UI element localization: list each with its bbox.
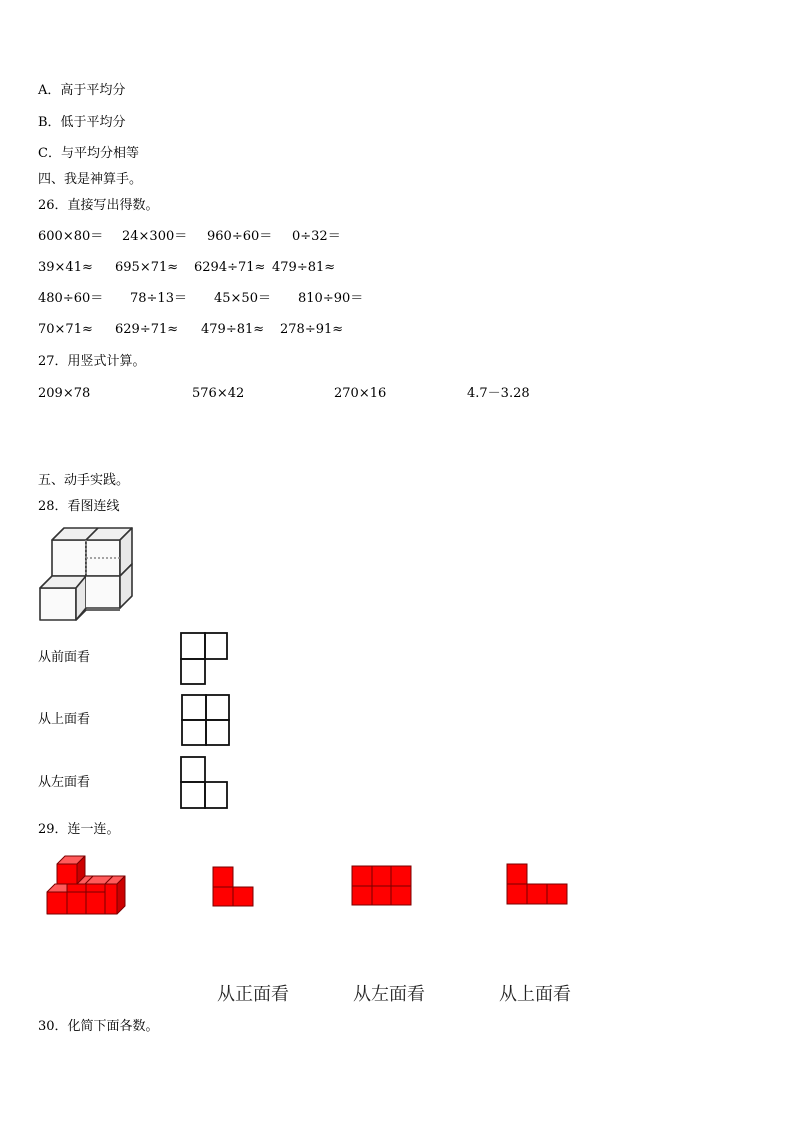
q26-r1-c1: 600×80＝: [38, 229, 104, 244]
q28-label-top: 从上面看: [38, 712, 91, 727]
q29-view-shape-3[interactable]: [506, 863, 570, 907]
q28-view-option-3[interactable]: [180, 756, 230, 810]
q26-r4-c3: 479÷81≈: [201, 322, 265, 337]
q28-view-option-1[interactable]: [180, 632, 230, 686]
q30-title: 30．化简下面各数。: [38, 1019, 159, 1034]
q26-r3-c4: 810÷90＝: [298, 291, 364, 306]
q29-view-label-left: 从左面看: [353, 984, 425, 1005]
q27-item-1: 209×78: [38, 386, 91, 401]
q29-red-solid: [45, 854, 125, 916]
q28-label-front: 从前面看: [38, 650, 91, 665]
q29-view-shape-2[interactable]: [351, 865, 413, 907]
q28-view-option-2[interactable]: [180, 694, 232, 748]
choice-b: B．低于平均分: [38, 115, 126, 130]
choice-c: C．与平均分相等: [38, 146, 139, 161]
q27-item-2: 576×42: [192, 386, 245, 401]
q26-r3-c3: 45×50＝: [214, 291, 271, 306]
q26-r2-c3: 6294÷71≈: [194, 260, 266, 275]
q26-r4-c4: 278÷91≈: [280, 322, 344, 337]
section-5-title: 五、动手实践。: [38, 473, 130, 488]
q26-r1-c3: 960÷60＝: [207, 229, 273, 244]
q26-r2-c1: 39×41≈: [38, 260, 93, 275]
q26-r1-c2: 24×300＝: [122, 229, 188, 244]
q26-r4-c2: 629÷71≈: [115, 322, 179, 337]
q26-r3-c1: 480÷60＝: [38, 291, 104, 306]
q26-r2-c4: 479÷81≈: [272, 260, 336, 275]
q27-title: 27．用竖式计算。: [38, 354, 146, 369]
q26-title: 26．直接写出得数。: [38, 198, 159, 213]
section-4-title: 四、我是神算手。: [38, 172, 143, 187]
q29-view-label-front: 从正面看: [217, 984, 289, 1005]
q26-r2-c2: 695×71≈: [115, 260, 179, 275]
q27-item-3: 270×16: [334, 386, 387, 401]
q26-r1-c4: 0÷32＝: [292, 229, 341, 244]
choice-a: A．高于平均分: [38, 83, 126, 98]
q29-view-shape-1[interactable]: [212, 866, 256, 908]
q27-item-4: 4.7－3.28: [467, 386, 530, 401]
q28-solid-figure: [36, 524, 132, 624]
q29-view-label-top: 从上面看: [499, 984, 571, 1005]
q26-r3-c2: 78÷13＝: [130, 291, 187, 306]
q26-r4-c1: 70×71≈: [38, 322, 93, 337]
q28-title: 28．看图连线: [38, 499, 120, 514]
q28-label-left: 从左面看: [38, 775, 91, 790]
q29-title: 29．连一连。: [38, 822, 120, 837]
